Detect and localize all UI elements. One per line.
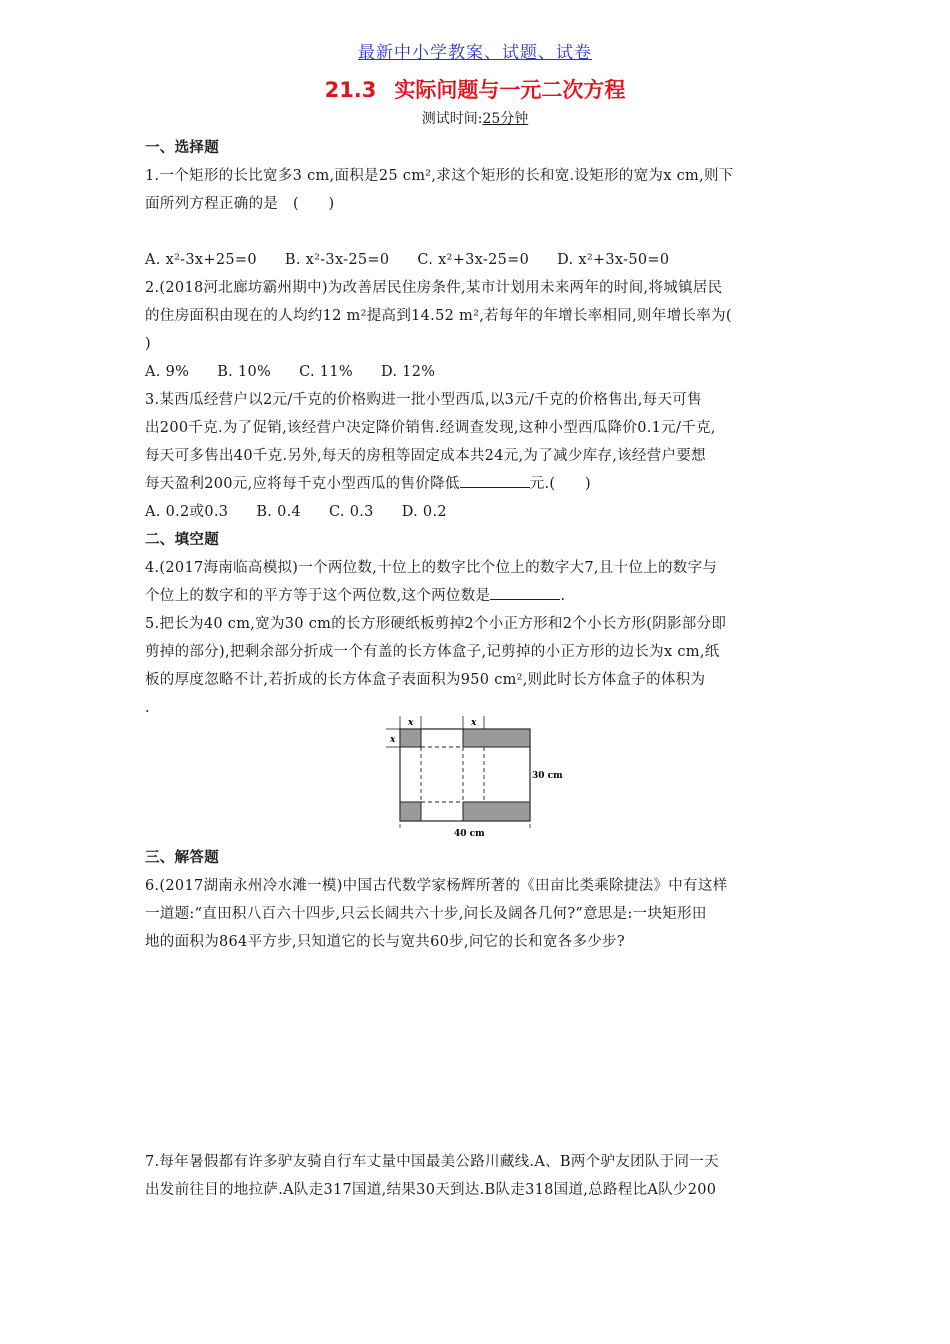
label-x-left: x	[390, 735, 396, 745]
q2-line1: 2.(2018河北廊坊霸州期中)为改善居民住房条件,某市计划用未来两年的时间,将城镇居民	[145, 280, 723, 296]
answer-blank[interactable]	[460, 473, 530, 488]
q1-option-c: C. x²+3x-25=0	[417, 252, 530, 268]
q3-line2: 出200千克.为了促销,该经营户决定降价销售.经调查发现,这种小型西瓜降价0.1元/千克,	[145, 420, 716, 436]
test-time-label: 测试时间:	[421, 111, 483, 127]
q3-option-c: C. 0.3	[329, 504, 374, 520]
box-net-diagram	[384, 712, 574, 840]
q1-option-b: B. x²-3x-25=0	[284, 252, 390, 268]
q4-line2-end: .	[560, 588, 566, 604]
q3-line4	[145, 470, 810, 498]
cut-rect-bottom-right	[463, 802, 530, 821]
q1-line2: 面所列方程正确的是 ( )	[145, 196, 335, 212]
label-x-top-left: x	[408, 718, 414, 728]
q6-line1: 6.(2017湖南永州冷水滩一模)中国古代数学家杨辉所著的《田亩比类乘除捷法》中有这样	[145, 878, 728, 894]
q2-line3: )	[145, 336, 151, 352]
q5-line4: .	[145, 700, 150, 716]
q1-option-a: A. x²-3x+25=0	[145, 252, 257, 268]
q2-option-c: C. 11%	[299, 364, 353, 380]
box-net-figure	[384, 712, 574, 840]
label-x-top-right: x	[471, 718, 477, 728]
spacer	[145, 218, 810, 246]
q6-line3: 地的面积为864平方步,只知道它的长与宽共60步,问它的长和宽各多少步?	[145, 934, 625, 950]
q3-option-b: B. 0.4	[256, 504, 302, 520]
questions-part2	[145, 844, 810, 956]
questions-part3	[145, 1148, 810, 1204]
title-number: 21.3	[324, 78, 377, 102]
q2-option-a: A. 9%	[145, 364, 190, 380]
page-title	[0, 74, 950, 104]
q3-option-d: D. 0.2	[401, 504, 447, 520]
q3-line4-start: 每天盈利200元,应将每千克小型西瓜的售价降低	[145, 476, 460, 492]
section-choice: 一、选择题	[145, 140, 219, 156]
q3-line3: 每天可多售出40千克.另外,每天的房租等固定成本共24元,为了减少库存,该经营户要想	[145, 448, 706, 464]
q5-line1: 5.把长为40 cm,宽为30 cm的长方形硬纸板剪掉2个小正方形和2个小长方形(阴影部分即	[145, 616, 727, 632]
header-link[interactable]: 最新中小学教案、试题、试卷	[358, 43, 592, 63]
q7-line2: 出发前往目的地拉萨.A队走317国道,结果30天到达.B队走318国道,总路程比A队少200	[145, 1182, 717, 1198]
q3-line1: 3.某西瓜经营户以2元/千克的价格购进一批小型西瓜,以3元/千克的价格售出,每天可售	[145, 392, 702, 408]
label-width: 40 cm	[454, 829, 485, 839]
q2-option-d: D. 12%	[380, 364, 436, 380]
q4-line2-start: 个位上的数字和的平方等于这个两位数,这个两位数是	[145, 588, 491, 604]
q2-line2: 的住房面积由现在的人均约12 m²提高到14.52 m²,若每年的年增长率相同,则年增长率为(	[145, 308, 732, 324]
cut-rect-top-right	[463, 729, 530, 747]
cut-square-bottom-left	[400, 802, 421, 821]
questions	[145, 134, 810, 722]
q5-line3: 板的厚度忽略不计,若折成的长方体盒子表面积为950 cm²,则此时长方体盒子的体积为	[145, 672, 706, 688]
q7-line1: 7.每年暑假都有许多驴友骑自行车丈量中国最美公路川藏线.A、B两个驴友团队于同一天	[145, 1154, 719, 1170]
q5-line2: 剪掉的部分),把剩余部分折成一个有盖的长方体盒子,记剪掉的小正方形的边长为x cm,纸	[145, 644, 720, 660]
q6-line2: 一道题:“直田积八百六十四步,只云长阔共六十步,问长及阔各几何?”意思是:一块矩形田	[145, 906, 707, 922]
section-fill: 二、填空题	[145, 532, 219, 548]
cut-square-top-left	[400, 729, 421, 747]
q2-options	[145, 358, 810, 386]
q2-option-b: B. 10%	[217, 364, 272, 380]
q3-option-a: A. 0.2或0.3	[145, 504, 229, 520]
q4-line2	[145, 582, 810, 610]
label-height: 30 cm	[532, 771, 563, 781]
test-time	[0, 108, 950, 128]
section-answer: 三、解答题	[145, 850, 219, 866]
q1-options	[145, 246, 810, 274]
title-text: 实际问题与一元二次方程	[394, 78, 626, 102]
answer-blank[interactable]	[490, 585, 560, 600]
test-time-value: 25分钟	[482, 111, 529, 127]
q3-line4-end: 元.( )	[529, 476, 591, 492]
q1-line1: 1.一个矩形的长比宽多3 cm,面积是25 cm²,求这个矩形的长和宽.设矩形的宽为x cm,则下	[145, 168, 734, 184]
q4-line1: 4.(2017海南临高模拟)一个两位数,十位上的数字比个位上的数字大7,且十位上的数字与	[145, 560, 718, 576]
q3-options	[145, 498, 810, 526]
q1-option-d: D. x²+3x-50=0	[557, 252, 670, 268]
